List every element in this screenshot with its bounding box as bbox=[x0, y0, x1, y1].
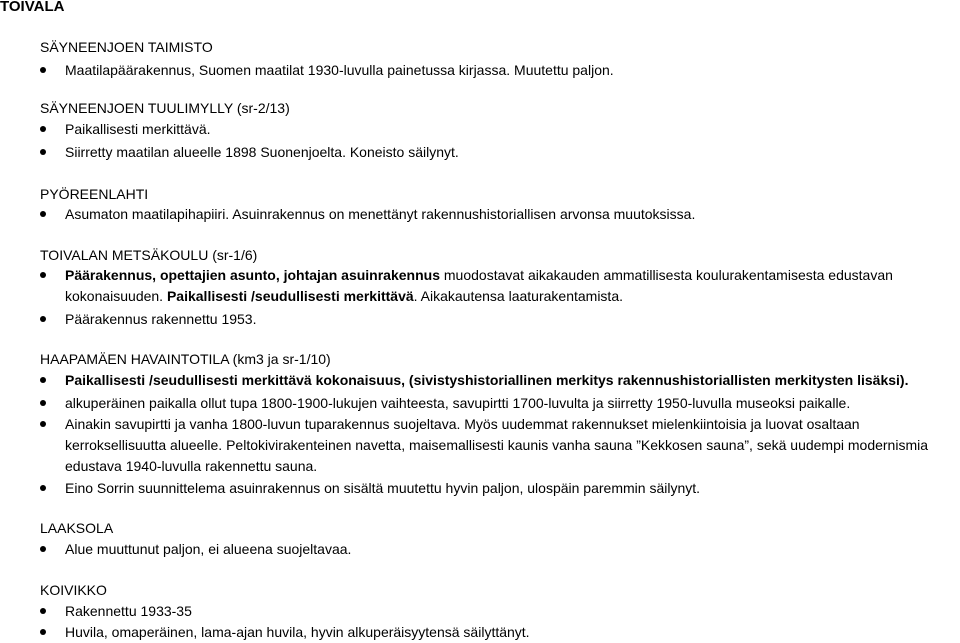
list-item-text: Paikallisesti /seudullisesti merkittävä kokonaisuus, (sivistyshistoriallinen merkitys rakennushistoriallisten merkitysten lisäksi). bbox=[65, 372, 909, 388]
list-item bbox=[40, 622, 960, 643]
bullet-icon bbox=[40, 272, 46, 278]
list-item-text: Ainakin savupirtti ja vanha 1800-luvun tuparakennus suojeltava. Myös uudemmat rakennukset mielenkiintoisia ja luovat osaltaan kerroksellisuutta alueelle. Peltokivirakenteinen navetta, maisemallisesti kaunis vanha sauna ”Kekkosen sauna”, sekä uudempi modernismia edustava 1940-luvulla rakennettu sauna. bbox=[65, 416, 929, 474]
list-item-text: Eino Sorrin suunnittelema asuinrakennus on sisältä muutettu hyvin paljon, ulospäin paremmin säilynyt. bbox=[65, 480, 701, 496]
section-heading-havaintotila: HAAPAMÄEN HAVAINTOTILA (km3 ja sr-1/10) bbox=[40, 351, 331, 367]
bullet-icon bbox=[40, 149, 46, 155]
section-heading-pyoreenlahti: PYÖREENLAHTI bbox=[40, 186, 149, 202]
bullet-icon bbox=[40, 629, 46, 635]
page-title: TOIVALA bbox=[0, 0, 65, 15]
list-item bbox=[40, 478, 960, 499]
bullet-icon bbox=[40, 421, 46, 427]
bullet-icon bbox=[40, 126, 46, 132]
section-heading-metsakoulu: TOIVALAN METSÄKOULU (sr-1/6) bbox=[40, 247, 258, 263]
list-item bbox=[40, 119, 960, 140]
list-item bbox=[40, 370, 960, 391]
bullet-icon bbox=[40, 211, 46, 217]
bullet-icon bbox=[40, 67, 46, 73]
normal-text: muodostavat aikakauden ammatillisesta koulurakentamisesta edustavan kokonaisuuden. bbox=[65, 267, 893, 304]
bullet-icon bbox=[40, 485, 46, 491]
section-heading-tuulimylly: SÄYNEENJOEN TUULIMYLLY (sr-2/13) bbox=[40, 100, 290, 116]
list-item bbox=[40, 265, 960, 307]
bullet-icon bbox=[40, 377, 46, 383]
list-item-text: Asumaton maatilapihapiiri. Asuinrakennus on menettänyt rakennushistoriallisen arvonsa muutoksissa. bbox=[65, 206, 696, 222]
bullet-icon bbox=[40, 546, 46, 552]
section-heading-sayneenjoen-taimisto: SÄYNEENJOEN TAIMISTO bbox=[40, 39, 213, 55]
list-item-text: Huvila, omaperäinen, lama-ajan huvila, hyvin alkuperäisyytensä säilyttänyt. bbox=[65, 624, 530, 640]
list-item-text: Alue muuttunut paljon, ei alueena suojeltavaa. bbox=[65, 541, 352, 557]
bullet-icon bbox=[40, 400, 46, 406]
list-item bbox=[40, 142, 960, 163]
list-item bbox=[40, 309, 960, 330]
list-item-text: Rakennettu 1933-35 bbox=[65, 603, 192, 619]
list-item-text bbox=[65, 265, 960, 307]
list-item-text: Siirretty maatilan alueelle 1898 Suonenjoelta. Koneisto säilynyt. bbox=[65, 144, 459, 160]
list-item-text: Päärakennus rakennettu 1953. bbox=[65, 311, 257, 327]
bold-text: Paikallisesti /seudullisesti merkittävä bbox=[166, 288, 414, 304]
list-item bbox=[40, 414, 960, 477]
bullet-icon bbox=[40, 316, 46, 322]
bullet-icon bbox=[40, 608, 46, 614]
list-item bbox=[40, 393, 960, 414]
normal-text: . Aikakautensa laaturakentamista. bbox=[413, 288, 623, 304]
list-item bbox=[40, 204, 960, 225]
section-heading-koivikko: KOIVIKKO bbox=[40, 582, 107, 598]
section-heading-laaksola: LAAKSOLA bbox=[40, 520, 114, 536]
list-item bbox=[40, 539, 960, 560]
list-item-text: Maatilapäärakennus, Suomen maatilat 1930-luvulla painetussa kirjassa. Muutettu paljon. bbox=[65, 62, 614, 78]
list-item bbox=[40, 601, 960, 622]
list-item-text: alkuperäinen paikalla ollut tupa 1800-1900-lukujen vaihteesta, savupirtti 1700-luvulta ja siirretty 1950-luvulla museoksi paikalle. bbox=[65, 395, 851, 411]
list-item-text: Paikallisesti merkittävä. bbox=[65, 121, 211, 137]
list-item bbox=[40, 60, 960, 81]
bold-text: Päärakennus, opettajien asunto, johtajan asuinrakennus bbox=[65, 267, 440, 283]
